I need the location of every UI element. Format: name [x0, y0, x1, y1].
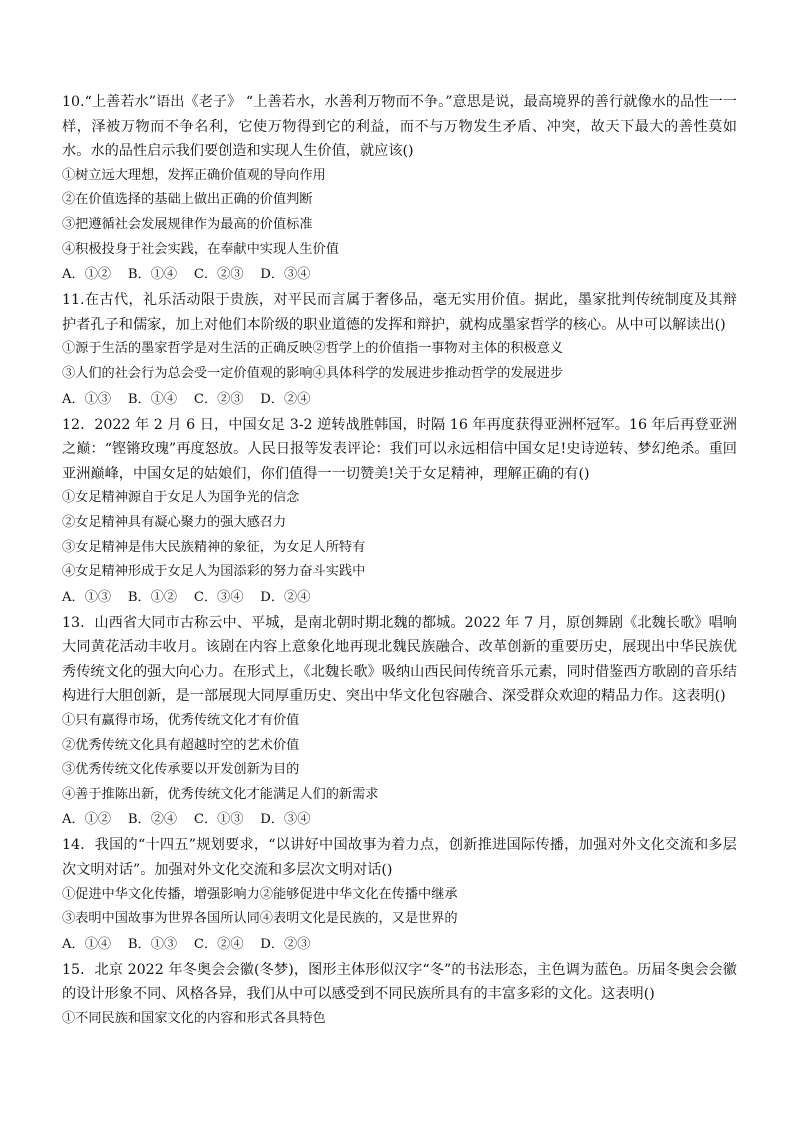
option-line: ③表明中国故事为世界各国所认同④表明文化是民族的，又是世界的 [62, 911, 458, 927]
option-line: ④积极投身于社会实践，在奉献中实现人生价值 [62, 241, 339, 257]
question-stem: 12．2022 年 2 月 6 日，中国女足 3-2 逆转战胜韩国，时隔 16 年再度获得亚洲杯冠军。16 年后再登亚洲之巅：“铿锵玫瑰”再度怒放。人民日报等发表评论：我们可以永远相信中国女足!史诗逆转、梦幻绝杀。重回亚洲巅峰，中国女足的姑娘们，你们值得一一切赞美!关于女足精神，理解正确的有() [62, 416, 737, 482]
option-line: ③把遵循社会发展规律作为最高的价值标准 [62, 216, 313, 232]
answer-choices: A．①③ B．①② C．③④ D．②④ [62, 589, 311, 605]
option-line: ②优秀传统文化具有超越时空的艺术价值 [62, 737, 300, 753]
option-line: ①源于生活的墨家哲学是对生活的正确反映②哲学上的价值指一事物对主体的积极意义 [62, 341, 564, 357]
option-line: ②在价值选择的基础上做出正确的价值判断 [62, 192, 313, 208]
answer-choices: A．①④ B．①③ C．②④ D．②③ [62, 936, 311, 952]
answer-choices: A．①③ B．①④ C．②③ D．②④ [62, 391, 311, 407]
option-line: ④女足精神形成于女足人为国添彩的努力奋斗实践中 [62, 564, 366, 580]
question-stem: 14．我国的“十四五”规划要求，“以讲好中国故事为着力点，创新推进国际传播，加强对外文化交流和多层次文明对话”。加强对外文化交流和多层次文明对话() [62, 837, 737, 879]
question-13 [62, 611, 737, 833]
question-12 [62, 413, 737, 610]
question-15 [62, 958, 737, 1032]
question-10 [62, 90, 737, 287]
question-stem: 13．山西省大同市古称云中、平城，是南北朝时期北魏的都城。2022 年 7 月，原创舞剧《北魏长歌》唱响大同黄花活动丰收月。该剧在内容上意象化地再现北魏民族融合、改革创新的重要历史，展现出中华民族优秀传统文化的强大向心力。在形式上，《北魏长歌》吸纳山西民间传统音乐元素，同时借鉴西方歌剧的音乐结构进行大胆创新，是一部展现大同厚重历史、突出中华文化包容融合、深受群众欢迎的精品力作。这表明() [62, 614, 737, 705]
question-14 [62, 833, 737, 956]
answer-choices: A．①② B．②④ C．①③ D．③④ [62, 812, 311, 828]
option-line: ③优秀传统文化传承要以开发创新为目的 [62, 762, 300, 778]
option-line: ①促进中华文化传播，增强影响力②能够促进中华文化在传播中继承 [62, 886, 458, 902]
option-line: ①只有赢得市场，优秀传统文化才有价值 [62, 713, 300, 729]
option-line: ①女足精神源自于女足人为国争光的信念 [62, 490, 300, 506]
question-11 [62, 288, 737, 411]
answer-choices: A．①② B．①④ C．②③ D．③④ [62, 267, 311, 283]
option-line: ③人们的社会行为总会受一定价值观的影响④具体科学的发展进步推动哲学的发展进步 [62, 365, 564, 381]
question-stem: 15．北京 2022 年冬奥会会徽(冬梦)，图形主体形似汉字“冬”的书法形态，主色调为蓝色。历届冬奥会会徽的设计形象不同、风格各异，我们从中可以感受到不同民族所具有的丰富多彩的文化。这表明() [62, 961, 737, 1003]
option-line: ①树立远大理想，发挥正确价值观的导向作用 [62, 167, 326, 183]
option-line: ④善于推陈出新，优秀传统文化才能满足人们的新需求 [62, 786, 379, 802]
option-line: ②女足精神具有凝心聚力的强大感召力 [62, 514, 287, 530]
option-line: ③女足精神是伟大民族精神的象征，为女足人所特有 [62, 539, 366, 555]
option-line: ①不同民族和国家文化的内容和形式各具特色 [62, 1011, 326, 1026]
question-stem: 10.“上善若水”语出《老子》 “上善若水，水善利万物而不争。”意思是说，最高境界的善行就像水的品性一一样，泽被万物而不争名利，它使万物得到它的利益，而不与万物发生矛盾、冲突，故天下最大的善性莫如水。水的品性启示我们要创造和实现人生价值，就应该() [62, 94, 737, 160]
exam-page [62, 90, 737, 1032]
question-stem: 11.在古代，礼乐活动限于贵族，对平民而言属于奢侈品，毫无实用价值。据此，墨家批判传统制度及其辩护者孔子和儒家，加上对他们本阶级的职业道德的发挥和辩护，就构成墨家哲学的核心。从中可以解读出() [62, 292, 737, 333]
